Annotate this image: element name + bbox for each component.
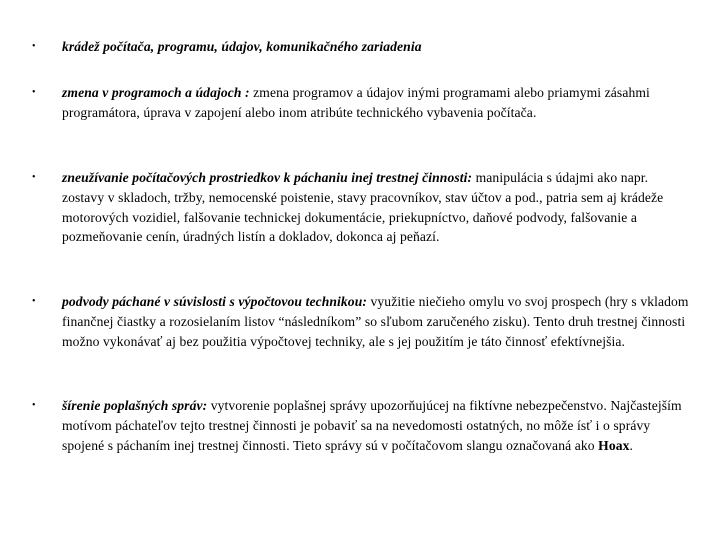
item-end: . bbox=[629, 437, 634, 453]
bullet: • bbox=[32, 172, 36, 183]
item-text bbox=[62, 168, 692, 247]
item-description: využitie niečieho omylu vo svoj prospech (hry s vkladom finančnej čiastky a rozosielaním listov “následníkom” so sľubom zaručeného zisku). Tento druh trestnej činnosti možno vykonávať aj bez použitia výpočtovej techniky, ale s jej použitím je táto činnosť efektívnejšia. bbox=[62, 294, 689, 349]
item-term: podvody páchané v súvislosti s výpočtovou technikou: bbox=[62, 294, 367, 309]
item-text bbox=[62, 292, 692, 351]
list-item bbox=[32, 396, 692, 455]
list-item bbox=[32, 37, 692, 57]
item-description: zmena programov a údajov inými programami alebo priamymi zásahmi programátora, úprava v zapojení alebo inom atribúte technického vybavenia počítača. bbox=[62, 85, 650, 120]
list-item bbox=[32, 83, 692, 123]
item-term: krádež počítača, programu, údajov, komunikačného zariadenia bbox=[62, 39, 422, 54]
item-text bbox=[62, 396, 692, 455]
hoax-term: Hoax bbox=[598, 437, 630, 453]
item-description: vytvorenie poplašnej správy upozorňujúcej na fiktívne nebezpečenstvo. Najčastejším motívom páchateľov tejto trestnej činnosti je pobaviť sa na nevedomosti ostatných, no môže ísť i o správy spojené s páchaním inej trestnej činnosti. Tieto správy sú v počítačovom slangu označovaná ako bbox=[62, 398, 682, 453]
bullet: • bbox=[32, 296, 36, 307]
bullet: • bbox=[32, 400, 36, 411]
item-text bbox=[62, 37, 692, 57]
bullet: • bbox=[32, 41, 36, 52]
list-item bbox=[32, 292, 692, 351]
item-term: zneužívanie počítačových prostriedkov k páchaniu inej trestnej činnosti: bbox=[62, 170, 473, 185]
item-description: manipulácia s údajmi ako napr. zostavy v skladoch, tržby, nemocenské poistenie, stavy pracovníkov, stav účtov a pod., patria sem aj krádeže motorových vozidiel, falšovanie technickej dokumentácie, priekupníctvo, daňové podvody, falšovanie a pozmeňovanie cenín, úradných listín a dokladov, dokonca aj peňazí. bbox=[62, 170, 664, 245]
list-item bbox=[32, 168, 692, 247]
item-term: šírenie poplašných správ: bbox=[62, 398, 208, 413]
item-term: zmena v programoch a údajoch : bbox=[62, 85, 250, 100]
item-text bbox=[62, 83, 692, 123]
bullet: • bbox=[32, 87, 36, 98]
